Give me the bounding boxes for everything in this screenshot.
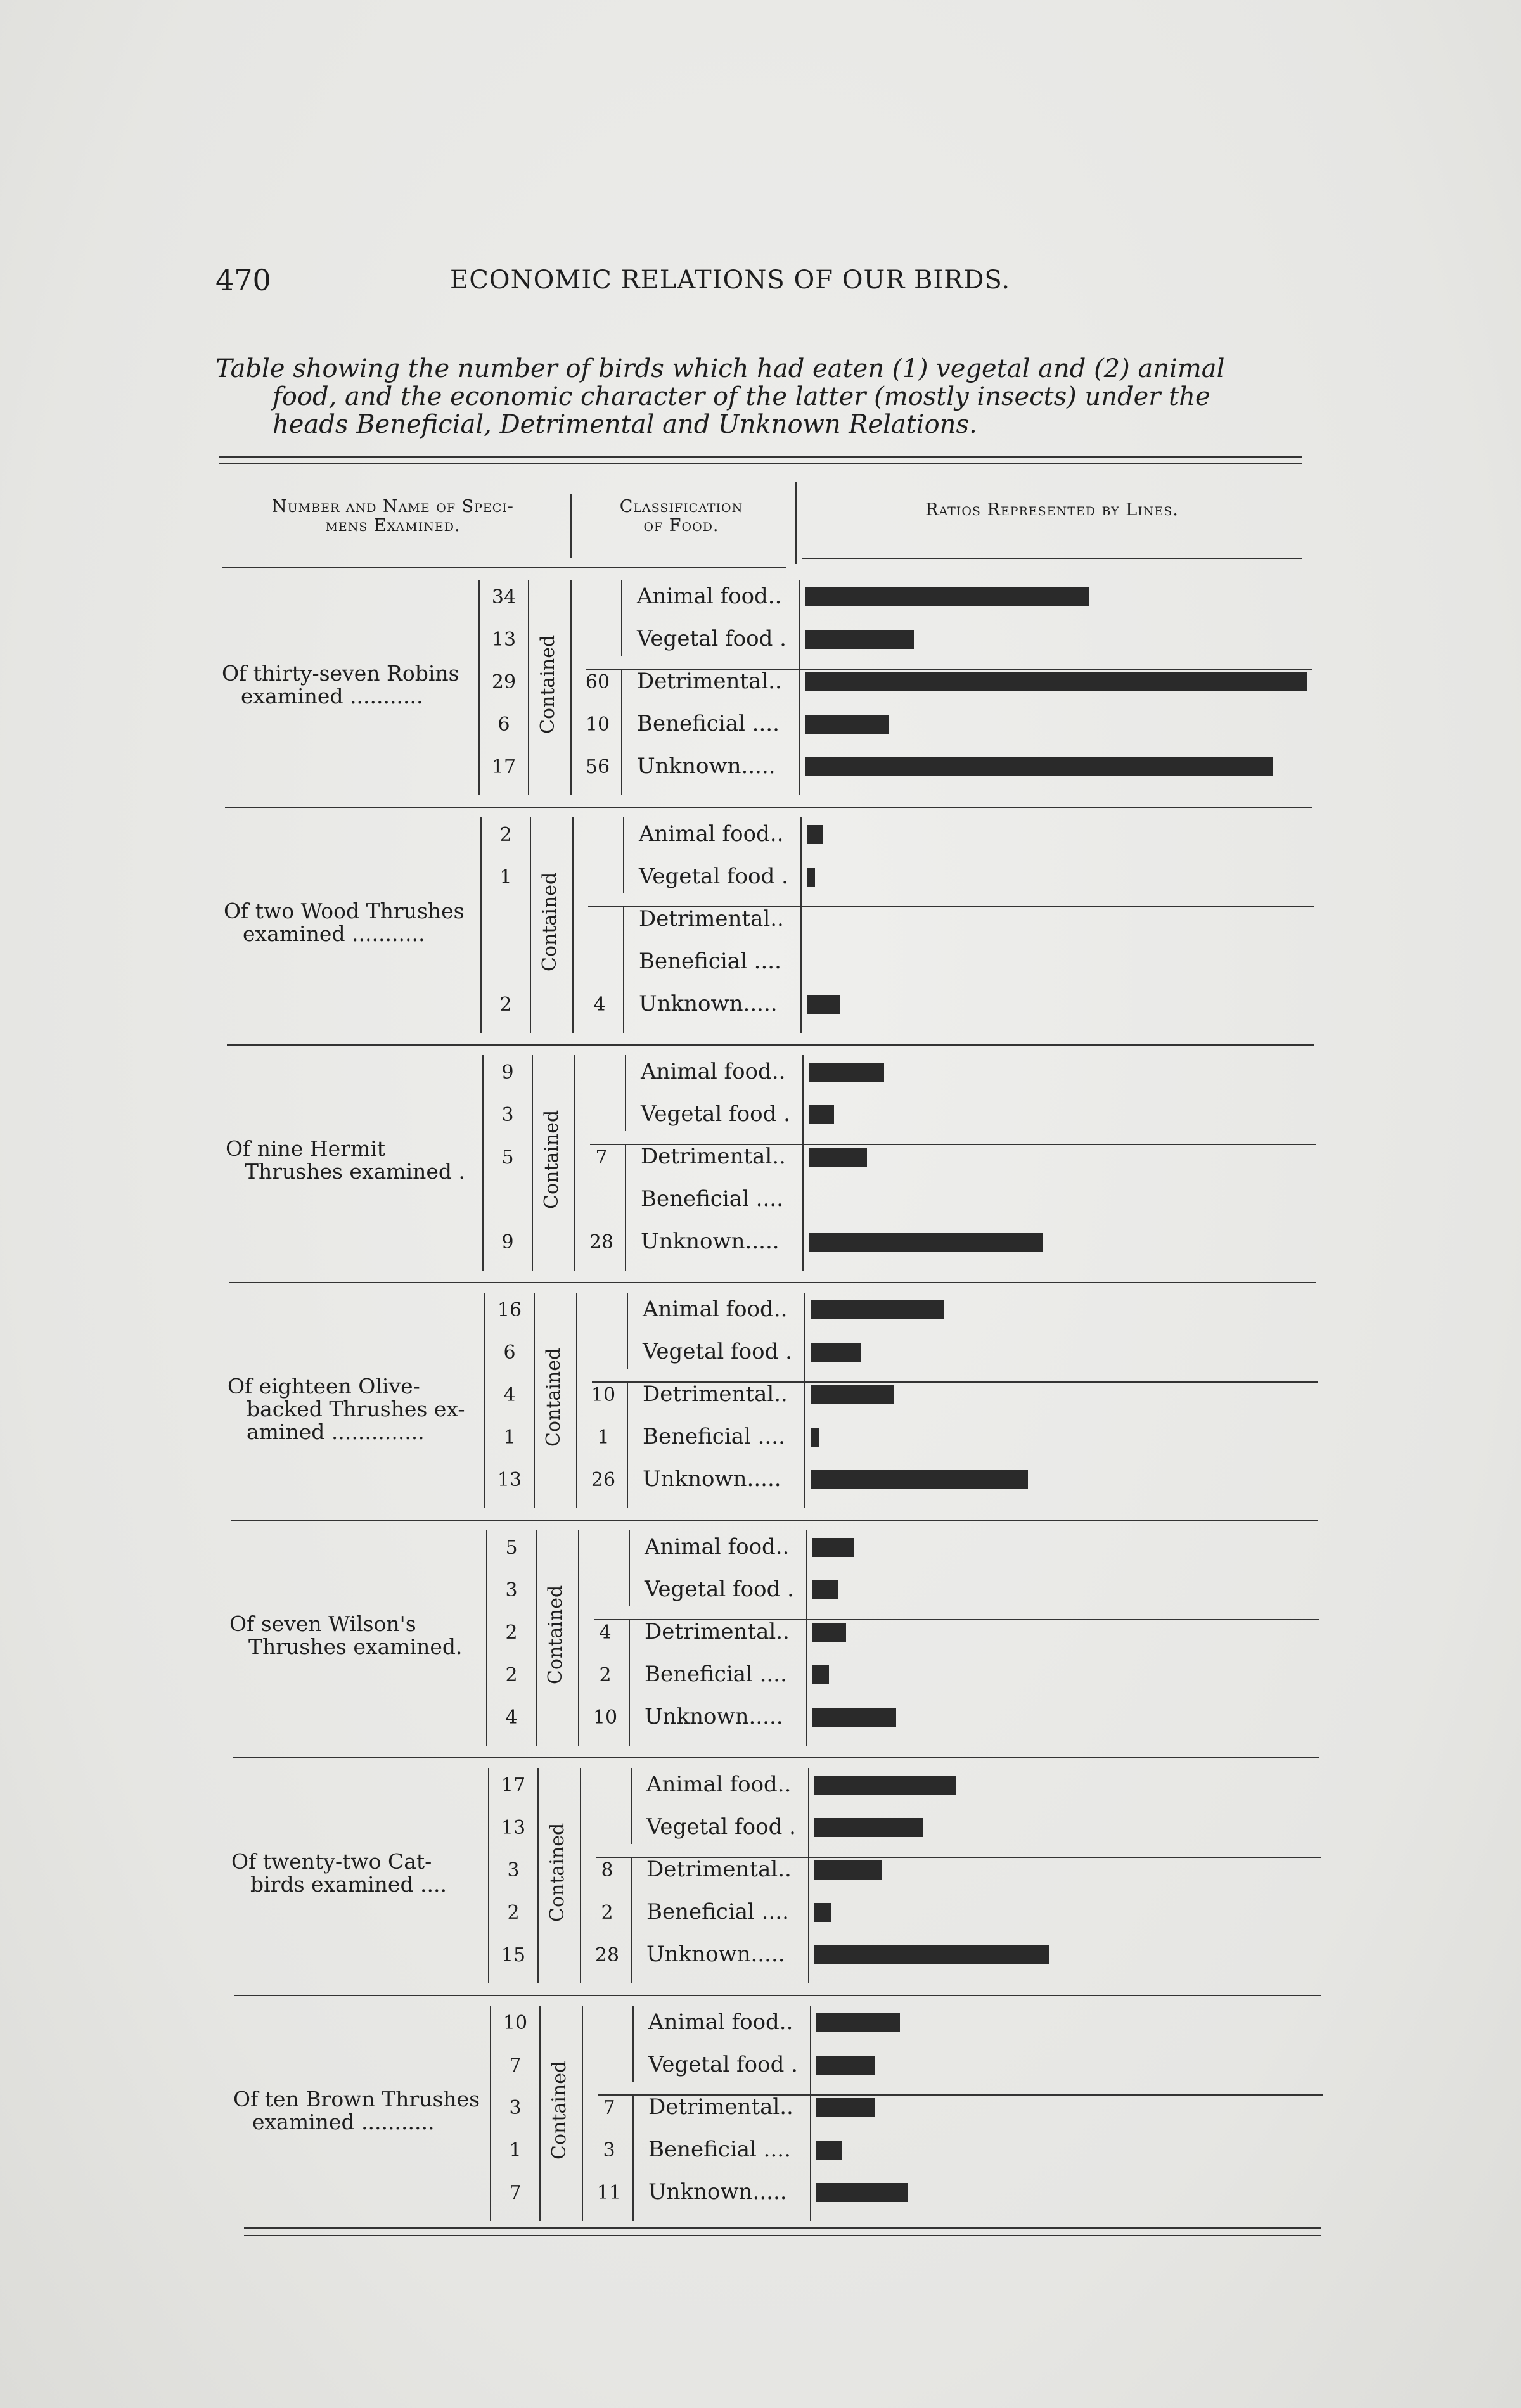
food-class-label: Beneficial .... <box>637 711 780 736</box>
food-class-label: Beneficial .... <box>646 1899 789 1924</box>
column-divider <box>530 817 531 1033</box>
species-name-line1: Of seven Wilson's <box>229 1611 416 1636</box>
specimen-count: 1 <box>499 866 512 888</box>
ratio-bar <box>816 2013 900 2032</box>
food-class-label: Animal food.. <box>641 1059 786 1084</box>
specimen-count: 17 <box>491 756 517 778</box>
food-class-label: Detrimental.. <box>646 1857 792 1882</box>
specimen-count: 4 <box>503 1384 516 1406</box>
specimen-count: 2 <box>499 824 512 846</box>
species-name-name-line2: examined ........... <box>252 2110 435 2134</box>
species-name <box>226 1137 479 1183</box>
column-divider <box>632 2006 634 2082</box>
food-class-label: Beneficial .... <box>643 1424 785 1449</box>
contained-label: Contained <box>539 872 561 972</box>
percentage: 2 <box>601 1902 613 1924</box>
food-class-label: Unknown..... <box>637 753 776 779</box>
species-group <box>219 1049 1322 1277</box>
header-specimens-line1: Number and Name of Speci- <box>272 497 514 516</box>
species-name-line1: Of thirty-seven Robins <box>222 661 459 686</box>
species-name-name-line2: backed Thrushes ex- <box>247 1397 465 1421</box>
column-divider <box>627 1293 628 1369</box>
column-divider <box>804 1293 805 1508</box>
food-class-label: Unknown..... <box>645 1704 783 1729</box>
species-name <box>228 1375 481 1444</box>
food-class-label: Animal food.. <box>646 1772 792 1797</box>
percentage: 10 <box>593 1707 618 1729</box>
ratio-bar <box>814 1776 956 1795</box>
ratio-bar <box>809 1148 867 1167</box>
percentage: 11 <box>596 2182 622 2204</box>
percentage: 60 <box>585 671 610 693</box>
column-divider <box>484 1293 485 1508</box>
percentage: 10 <box>591 1384 616 1406</box>
species-group <box>221 1286 1324 1515</box>
specimen-count: 3 <box>507 1859 520 1881</box>
species-name-name-line2: birds examined .... <box>250 1872 447 1897</box>
percentage: 4 <box>593 994 606 1016</box>
ratio-bar <box>816 2183 908 2202</box>
contained-label: Contained <box>546 1822 568 1923</box>
food-class-label: Unknown..... <box>648 2179 787 2205</box>
specimen-count: 7 <box>509 2054 522 2077</box>
percentage: 8 <box>601 1859 613 1881</box>
percentage: 3 <box>603 2139 615 2161</box>
species-name-line1: Of twenty-two Cat- <box>231 1849 432 1874</box>
bottom-rule-inner <box>244 2235 1321 2236</box>
column-divider <box>578 1530 579 1746</box>
header-classification <box>574 497 789 535</box>
column-divider <box>625 1055 626 1131</box>
species-group <box>215 573 1318 802</box>
column-divider <box>623 906 624 1033</box>
ratio-bar <box>814 1818 923 1837</box>
column-divider <box>482 1055 484 1271</box>
ratio-bar <box>812 1665 829 1684</box>
percentage: 10 <box>585 714 610 736</box>
ratio-bar <box>805 630 914 649</box>
group-rule <box>233 1757 1319 1758</box>
ratio-bar <box>807 868 815 887</box>
column-divider <box>528 580 529 795</box>
food-class-label: Vegetal food . <box>639 864 788 889</box>
food-class-label: Animal food.. <box>648 2009 793 2035</box>
specimen-count: 2 <box>505 1664 518 1686</box>
ratio-bar <box>812 1580 838 1599</box>
specimen-count: 9 <box>501 1231 514 1253</box>
ratio-bar <box>816 2098 875 2117</box>
species-name-line1: Of nine Hermit <box>226 1136 386 1161</box>
group-rule <box>234 1995 1321 1996</box>
ratio-bar <box>809 1233 1043 1252</box>
food-class-label: Vegetal food . <box>645 1577 794 1602</box>
specimen-count: 3 <box>505 1579 518 1601</box>
food-class-label: Detrimental.. <box>648 2094 793 2120</box>
specimen-count: 3 <box>509 2097 522 2119</box>
group-rule <box>231 1520 1318 1521</box>
food-class-label: Unknown..... <box>646 1942 785 1967</box>
column-divider <box>625 1144 626 1271</box>
specimen-count: 10 <box>503 2012 528 2034</box>
specimen-count: 16 <box>497 1299 522 1321</box>
header-divider-1 <box>570 494 572 558</box>
column-divider <box>802 1055 804 1271</box>
specimen-count: 3 <box>501 1104 514 1126</box>
species-name-name-line2: Thrushes examined. <box>248 1634 463 1659</box>
food-class-label: Vegetal food . <box>637 626 786 651</box>
specimen-count: 6 <box>503 1342 516 1364</box>
header-specimens-line2: mens Examined. <box>325 516 461 535</box>
species-name-name-line2: Thrushes examined . <box>245 1159 465 1184</box>
column-divider <box>621 669 622 795</box>
column-divider <box>808 1768 809 1983</box>
column-divider <box>580 1768 581 1983</box>
column-divider <box>486 1530 487 1746</box>
specimen-count: 2 <box>507 1902 520 1924</box>
column-divider <box>490 2006 491 2221</box>
food-class-label: Vegetal food . <box>648 2052 798 2077</box>
column-divider <box>582 2006 583 2221</box>
ratio-bar <box>805 672 1307 691</box>
page-number: 470 <box>215 263 271 297</box>
contained-label: Contained <box>544 1585 567 1685</box>
ratio-bar <box>809 1063 884 1082</box>
ratio-bar <box>812 1538 854 1557</box>
ratio-bar <box>807 825 823 844</box>
table-caption <box>215 355 1306 439</box>
food-class-label: Animal food.. <box>639 821 784 847</box>
contained-label: Contained <box>537 634 559 734</box>
ratio-bar <box>811 1385 894 1404</box>
food-class-label: Animal food.. <box>643 1297 788 1322</box>
column-divider <box>536 1530 537 1746</box>
ratio-bar <box>811 1300 944 1319</box>
food-class-label: Beneficial .... <box>641 1186 783 1212</box>
column-divider <box>539 2006 541 2221</box>
column-divider <box>532 1055 533 1271</box>
species-group <box>223 1524 1326 1752</box>
specimen-count: 17 <box>501 1774 526 1796</box>
group-rule <box>227 1044 1314 1046</box>
food-class-label: Beneficial .... <box>645 1662 787 1687</box>
column-divider <box>576 1293 577 1508</box>
column-divider <box>800 817 802 1033</box>
specimen-count: 5 <box>505 1537 518 1559</box>
ratio-bar <box>812 1623 846 1642</box>
specimen-count: 2 <box>505 1622 518 1644</box>
specimen-count: 4 <box>505 1707 518 1729</box>
percentage: 28 <box>589 1231 614 1253</box>
food-class-label: Detrimental.. <box>645 1619 790 1644</box>
specimen-count: 7 <box>509 2182 522 2204</box>
column-divider <box>629 1619 630 1746</box>
header-classification-line2: of Food. <box>643 516 719 535</box>
column-divider <box>627 1381 628 1508</box>
contained-label: Contained <box>548 2060 570 2160</box>
ratio-bar <box>812 1708 896 1727</box>
specimen-count: 34 <box>491 586 517 608</box>
specimen-count: 6 <box>497 714 510 736</box>
food-class-label: Detrimental.. <box>639 906 784 932</box>
percentage: 7 <box>595 1146 608 1169</box>
food-class-label: Beneficial .... <box>648 2137 791 2162</box>
ratio-bar <box>814 1945 1049 1964</box>
contained-label: Contained <box>541 1110 563 1210</box>
specimen-count: 29 <box>491 671 517 693</box>
food-class-label: Vegetal food . <box>641 1101 790 1127</box>
column-divider <box>799 580 800 795</box>
ratio-bar <box>809 1105 834 1124</box>
column-divider <box>574 1055 575 1271</box>
specimen-count: 1 <box>509 2139 522 2161</box>
food-class-label: Unknown..... <box>639 991 778 1016</box>
species-name-name-line3: amined .............. <box>247 1419 425 1444</box>
food-class-label: Vegetal food . <box>646 1814 796 1840</box>
column-divider <box>631 1768 632 1844</box>
food-class-label: Unknown..... <box>641 1229 780 1254</box>
column-divider <box>632 2094 634 2221</box>
species-name-name-line2: examined ........... <box>243 921 425 946</box>
top-rule <box>219 456 1302 458</box>
food-class-label: Unknown..... <box>643 1466 781 1492</box>
specimen-count: 1 <box>503 1426 516 1449</box>
column-divider <box>810 2006 811 2221</box>
percentage: 7 <box>603 2097 615 2119</box>
species-name-line1: Of ten Brown Thrushes <box>233 2087 480 2111</box>
caption-line-1: Table showing the number of birds which had eaten (1) vegetal and (2) animal <box>215 354 1225 383</box>
header-ratios: Ratios Represented by Lines. <box>925 500 1179 520</box>
ratio-bar <box>807 995 840 1014</box>
specimen-count: 13 <box>491 629 517 651</box>
group-rule <box>229 1282 1316 1283</box>
caption-line-2: food, and the economic character of the latter (mostly insects) under the <box>273 382 1210 411</box>
species-name <box>229 1613 483 1658</box>
ratio-bar <box>816 2141 842 2160</box>
ratio-bar <box>816 2056 875 2075</box>
group-rule <box>225 807 1312 808</box>
food-class-label: Detrimental.. <box>637 669 782 694</box>
column-divider <box>480 817 482 1033</box>
food-class-label: Animal food.. <box>637 584 782 609</box>
ratio-bar <box>805 715 889 734</box>
percentage: 56 <box>585 756 610 778</box>
column-divider <box>488 1768 489 1983</box>
specimen-count: 13 <box>501 1817 526 1839</box>
column-divider <box>534 1293 535 1508</box>
food-class-label: Detrimental.. <box>641 1144 786 1169</box>
header-rule-left <box>222 567 786 568</box>
bottom-rule <box>244 2227 1321 2229</box>
column-divider <box>629 1530 630 1606</box>
percentage: 1 <box>597 1426 610 1449</box>
ratio-bar <box>811 1343 861 1362</box>
specimen-count: 2 <box>499 994 512 1016</box>
column-divider <box>623 817 624 893</box>
food-class-label: Detrimental.. <box>643 1381 788 1407</box>
running-title: ECONOMIC RELATIONS OF OUR BIRDS. <box>450 266 1011 295</box>
specimen-count: 9 <box>501 1061 514 1084</box>
species-name-line1: Of eighteen Olive- <box>228 1374 420 1399</box>
column-divider <box>570 580 572 795</box>
column-divider <box>572 817 574 1033</box>
species-name <box>233 2088 487 2134</box>
specimen-count: 15 <box>501 1944 526 1966</box>
species-name <box>224 900 477 945</box>
food-class-label: Beneficial .... <box>639 949 781 974</box>
caption-line-3: heads Beneficial, Detrimental and Unknown Relations. <box>273 410 977 439</box>
food-class-label: Vegetal food . <box>643 1339 792 1364</box>
column-divider <box>621 580 622 656</box>
ratio-bar <box>811 1428 819 1447</box>
species-name-line1: Of two Wood Thrushes <box>224 899 465 923</box>
specimen-count: 13 <box>497 1469 522 1491</box>
species-name <box>231 1850 485 1896</box>
percentage: 26 <box>591 1469 616 1491</box>
page-header <box>215 263 1065 301</box>
species-name-name-line2: examined ........... <box>241 684 423 708</box>
ratio-bar <box>814 1903 831 1922</box>
column-divider <box>631 1857 632 1983</box>
top-rule-inner <box>219 463 1302 464</box>
species-group <box>217 811 1320 1039</box>
ratio-bar <box>811 1470 1028 1489</box>
header-specimens <box>228 497 558 535</box>
ratio-bar <box>814 1860 882 1880</box>
column-divider <box>537 1768 539 1983</box>
percentage: 2 <box>599 1664 612 1686</box>
header-divider-2 <box>795 482 797 564</box>
contained-label: Contained <box>542 1347 565 1447</box>
percentage: 28 <box>594 1944 620 1966</box>
specimen-count: 5 <box>501 1146 514 1169</box>
ratio-bar <box>805 587 1089 606</box>
species-group <box>227 1999 1330 2227</box>
species-name <box>222 662 475 708</box>
header-rule-right <box>802 558 1302 559</box>
food-class-label: Animal food.. <box>645 1534 790 1559</box>
column-divider <box>806 1530 807 1746</box>
column-divider <box>478 580 480 795</box>
species-group <box>225 1762 1328 1990</box>
percentage: 4 <box>599 1622 612 1644</box>
header-classification-line1: Classification <box>619 497 743 516</box>
ratio-bar <box>805 757 1273 776</box>
